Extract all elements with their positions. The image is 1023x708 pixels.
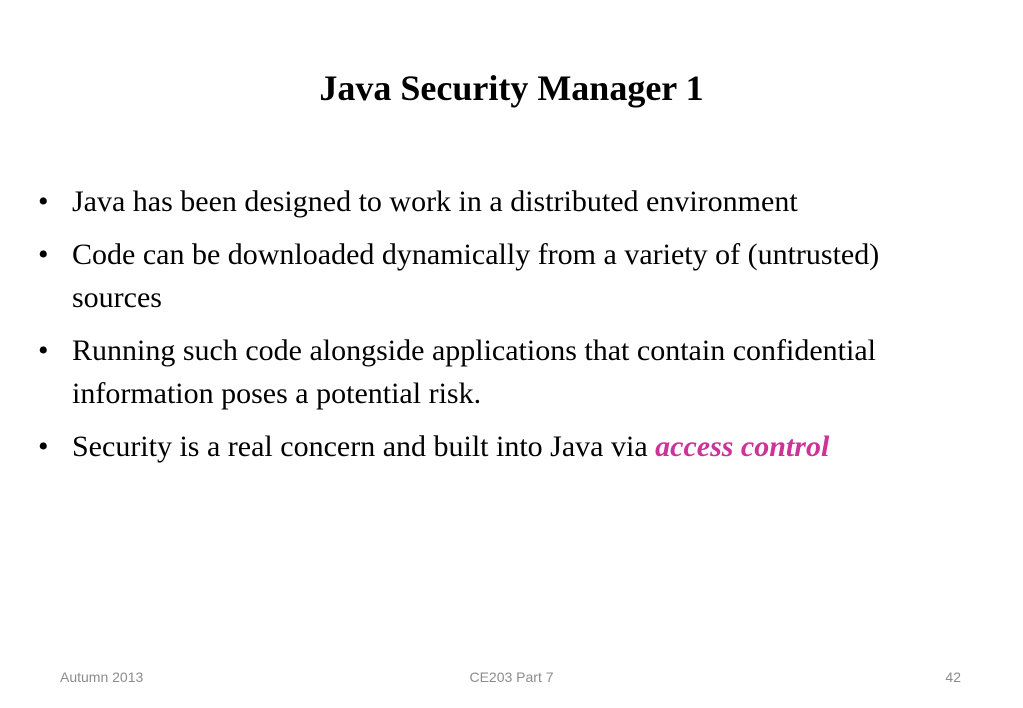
bullet-item <box>38 425 918 468</box>
bullet-icon: • <box>38 238 49 271</box>
bullet-icon: • <box>38 185 49 218</box>
bullet-text: Running such code alongside applications that contain confidential information poses a potential risk. <box>72 334 876 410</box>
bullet-icon: • <box>38 430 49 463</box>
bullet-item <box>38 329 918 415</box>
bullet-item <box>38 233 918 319</box>
bullet-item <box>38 180 918 223</box>
bullet-list <box>38 180 918 478</box>
bullet-text: Security is a real concern and built into Java via <box>72 430 656 463</box>
page-number: 42 <box>945 669 961 685</box>
slide-title: Java Security Manager 1 <box>319 68 704 108</box>
bullet-text: Java has been designed to work in a distributed environment <box>72 185 798 218</box>
bullet-text: Code can be downloaded dynamically from a variety of (untrusted) sources <box>72 238 880 314</box>
footer-date: Autumn 2013 <box>60 669 144 685</box>
emphasized-term: access control <box>655 430 830 463</box>
footer-course: CE203 Part 7 <box>469 669 554 685</box>
bullet-icon: • <box>38 334 49 367</box>
